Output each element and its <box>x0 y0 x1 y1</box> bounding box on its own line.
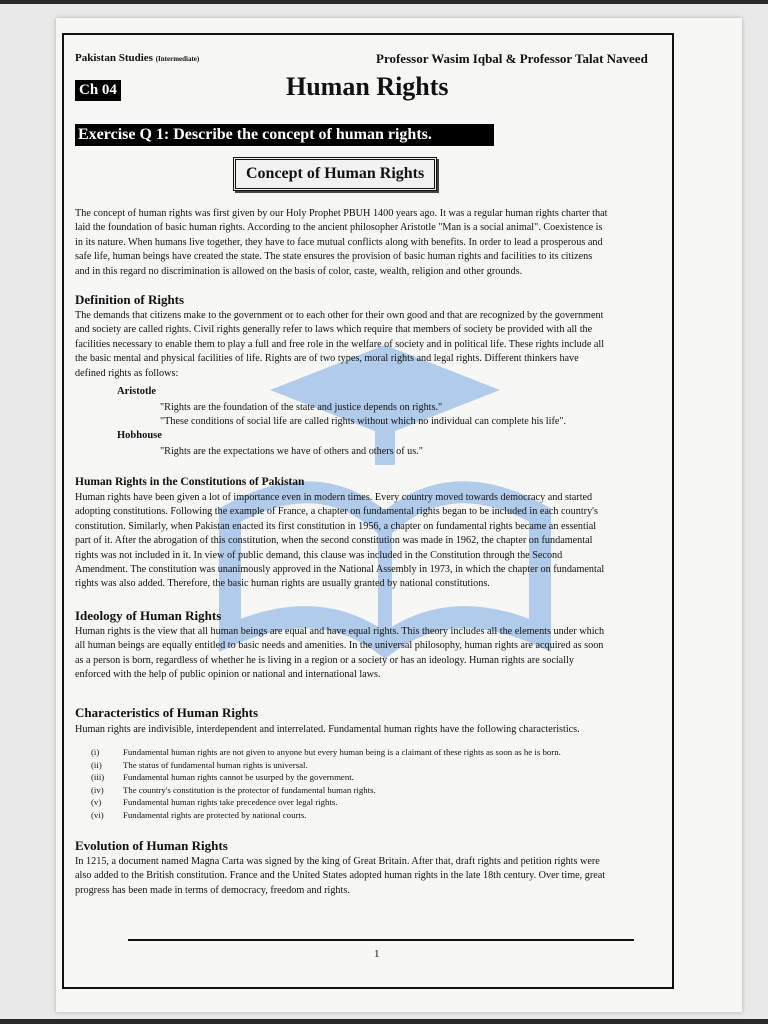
aristotle-label: Aristotle <box>117 386 157 397</box>
list-item: (iv) The country's constitution is the protector of fundamental human rights. <box>91 784 376 795</box>
intro-paragraph: The concept of human rights was first given by our Holy Prophet PBUH 1400 years ago. It was a regular human rights charter that laid the foundation of basic human rights. According to the ancient philosopher Aristotle "Man is a social animal". Coexistence is in its nature. When humans live together, they have to face mutual conflicts along with benefits. In order to lead a prosperous and safe life, human beings have created the state. The state ensures the provision of basic human rights and facilities to its citizens and in this regard no discrimination is allowed on the basis of color, caste, wealth, religion and other grounds. <box>75 208 608 277</box>
aristotle-quote-2: "These conditions of social life are called rights without which no individual can complete his life". <box>160 416 567 427</box>
footer-rule <box>128 939 634 941</box>
top-border <box>0 0 768 4</box>
concept-box: Concept of Human Rights <box>233 157 437 191</box>
page-title: Human Rights <box>286 72 449 101</box>
evolution-heading: Evolution of Human Rights <box>75 838 228 853</box>
exercise-question: Exercise Q 1: Describe the concept of human rights. <box>75 124 494 146</box>
definition-heading: Definition of Rights <box>75 292 185 307</box>
page-number: 1 <box>374 948 380 960</box>
hobhouse-quote: "Rights are the expectations we have of others and others of us." <box>160 446 423 457</box>
list-item: (i) Fundamental human rights are not given to anyone but every human being is a claimant of these rights as soon as he is born. <box>91 747 561 757</box>
characteristics-list <box>91 746 651 822</box>
subject-level: (Intermediate) <box>155 55 200 63</box>
evolution-paragraph: In 1215, a document named Magna Carta was signed by the king of Great Britain. After that, draft rights and petition rights were also added to the British constitution. France and the United States adopted human rights in the late 18th century. Over time, great progress has been made in terms of democracy, freedom and rights. <box>75 856 606 896</box>
list-item: (ii) The status of fundamental human rights is universal. <box>91 759 308 770</box>
bottom-border <box>0 1019 768 1024</box>
authors: Professor Wasim Iqbal & Professor Talat Naveed <box>376 51 648 66</box>
ideology-paragraph: Human rights is the view that all human beings are equal and have equal rights. This theory includes all the elements under which all human beings are equally entitled to basic needs and amenities. In the universal philosophy, human rights are acquired as soon as a person is born, regardless of whether he is living in a region or a society or has an ideology. Human rights are socially enforced with the help of public opinion or national and international laws. <box>75 626 605 681</box>
characteristics-intro: Human rights are indivisible, interdependent and interrelated. Fundamental human rights have the following characteristics. <box>75 724 580 735</box>
chapter-badge: Ch 04 <box>75 80 121 101</box>
subject-label: Pakistan Studies (Intermediate) <box>75 52 200 64</box>
list-item: (vi) Fundamental rights are protected by national courts. <box>91 809 307 820</box>
definition-paragraph: The demands that citizens make to the government or to each other for their own good and that are recognized by the government and society are called rights. Civil rights generally refer to laws which require that members of society be provided with all the facilities necessary to enable them to play a full and free role in the welfare of society and in political life. These rights include all the basic mental and physical facilities of life. Rights are of two types, moral rights and legal rights. Different thinkers have defined rights as follows: <box>75 310 605 379</box>
aristotle-quote-1: "Rights are the foundation of the state and justice depends on rights." <box>160 402 443 413</box>
list-item: (v) Fundamental human rights take precedence over legal rights. <box>91 797 338 808</box>
list-item: (iii) Fundamental human rights cannot be usurped by the government. <box>91 772 354 783</box>
ideology-heading: Ideology of Human Rights <box>75 608 222 623</box>
characteristics-heading: Characteristics of Human Rights <box>75 705 259 720</box>
constitutions-paragraph: Human rights have been given a lot of importance even in modern times. Every country moved towards democracy and started adopting constitutions. Following the example of France, a chapter on fundamental rights began to be included in each country's constitution. Similarly, when Pakistan enacted its first constitution in 1956, a chapter on fundamental rights became an essential part of it. After the abrogation of this constitution, when the second constitution was made in 1962, the chapter on fundamental rights was not included in it. In view of public demand, this clause was included in the Constitution through the Second Amendment. The constitution was unanimously approved in the National Assembly in 1973, in which the chapter on fundamental rights was also added. Therefore, the basic human rights are usually granted by national constitutions. <box>75 492 605 590</box>
hobhouse-label: Hobhouse <box>117 430 162 441</box>
constitutions-heading: Human Rights in the Constitutions of Pakistan <box>75 476 305 488</box>
